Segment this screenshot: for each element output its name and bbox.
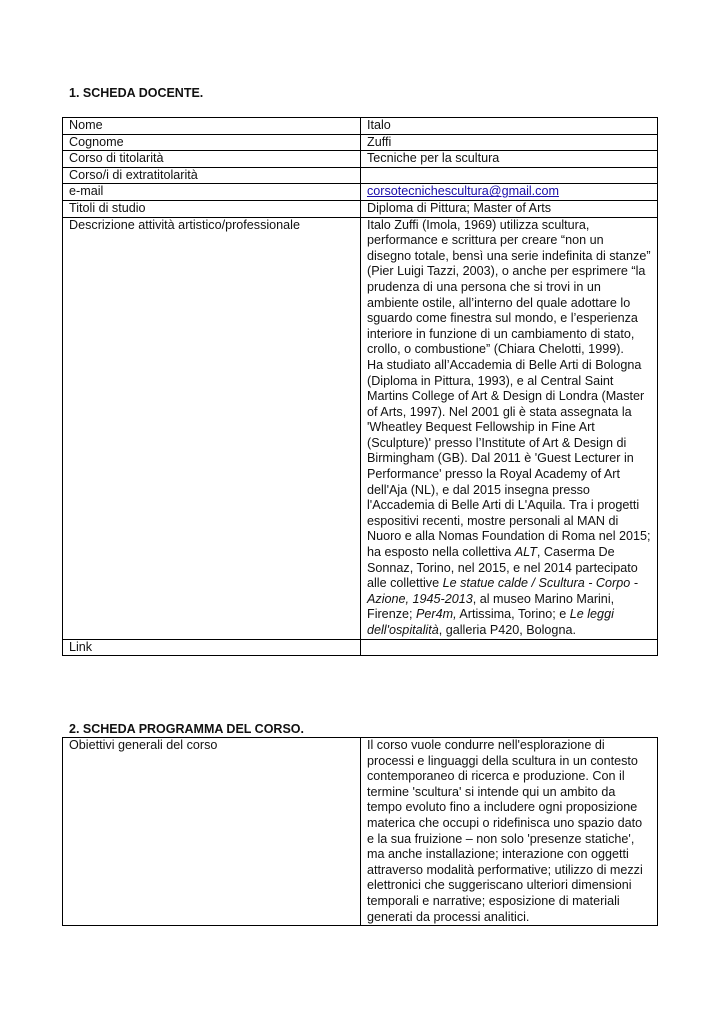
row-label: Cognome: [63, 134, 361, 151]
course-program-table: [62, 737, 658, 926]
row-value: Italo: [361, 118, 658, 135]
description-paragraph-2: [367, 358, 651, 639]
desc-italic-statue: Le statue calde / Scultura - Corpo - Azione, 1945-2013: [367, 576, 638, 606]
row-label: Nome: [63, 118, 361, 135]
desc-italic-alt: ALT: [514, 545, 537, 560]
link-value: [361, 639, 658, 656]
table-row: [63, 200, 658, 217]
row-value: [361, 167, 658, 184]
section-title-programma: 2. SCHEDA PROGRAMMA DEL CORSO.: [69, 722, 304, 736]
table-row: [63, 639, 658, 656]
table-row: [63, 184, 658, 201]
row-label: Obiettivi generali del corso: [63, 738, 361, 926]
email-link[interactable]: corsotecnichescultura@gmail.com: [367, 184, 559, 199]
table-row: [63, 738, 658, 926]
row-label: Corso/i di extratitolarità: [63, 167, 361, 184]
row-label: Descrizione attività artistico/professionale: [63, 217, 361, 639]
desc-text: , galleria P420, Bologna.: [438, 623, 576, 637]
table-row: [63, 151, 658, 168]
desc-italic-leggi: Le leggi dell'ospitalità: [367, 607, 614, 637]
objectives-cell: Il corso vuole condurre nell'esplorazione di processi e linguaggi della scultura in un contesto contemporaneo di ricerca e produzione. Con il termine 'scultura' si intende qui un ambito da tempo evoluto fino a includere ogni proposizione materica che occupi o ridefinisca uno spazio dato e la sua fruizione – non solo 'presenze statiche', ma anche installazione; interazione con oggetti attraverso modalità performative; utilizzo di mezzi elettronici che suggeriscano ulteriori dimensioni temporali e narrative; esposizione di materiali generati da processi analitici.: [361, 738, 658, 926]
row-label: Link: [63, 639, 361, 656]
table-row: [63, 167, 658, 184]
row-value: Tecniche per la scultura: [361, 151, 658, 168]
table-row: [63, 118, 658, 135]
desc-text: Ha studiato all’Accademia di Belle Arti di Bologna (Diploma in Pittura, 1993), e al Central Saint Martins College of Art & Design di Londra (Master of Arts, 1997). Nel 2001 gli è stata assegnata la 'Wheatley Bequest Fellowship in Fine Art (Sculpture)' presso l’Institute of Art & Design di Birmingham (GB). Dal 2011 è 'Guest Lecturer in Performance' presso la Royal Academy of Art dell'Aja (NL), e dal 2015 insegna presso l'Accademia di Belle Arti di L'Aquila. Tra i progetti espositivi recenti, mostre personali al MAN di Nuoro e alla Nomas Foundation di Roma nel 2015; ha esposto nella collettiva: [367, 357, 651, 560]
row-value: Diploma di Pittura; Master of Arts: [361, 200, 658, 217]
row-label: Corso di titolarità: [63, 151, 361, 168]
table-row: [63, 134, 658, 151]
table-row: [63, 217, 658, 639]
desc-text: Artissima, Torino; e: [456, 607, 570, 622]
section-title-docente: 1. SCHEDA DOCENTE.: [69, 86, 204, 100]
desc-text: , al museo Marino Marini, Firenze;: [367, 591, 615, 622]
description-cell: [361, 217, 658, 639]
row-value: Zuffi: [361, 134, 658, 151]
description-paragraph-1: Italo Zuffi (Imola, 1969) utilizza scultura, performance e scrittura per creare “non un disegno totale, bensì una serie indefinita di stanze” (Pier Luigi Tazzi, 2003), o anche per esprimere “la prudenza di una persona che si trovi in un ambiente ostile, all’interno del quale adottare lo sguardo come finestra sul mondo, e l’esperienza interiore in funzione di un cambiamento di stato, crollo, o combustione” (Chiara Chelotti, 1999).: [367, 217, 651, 357]
desc-italic-per4m: Per4m,: [416, 607, 457, 622]
row-label: Titoli di studio: [63, 200, 361, 217]
email-cell: [361, 184, 658, 201]
desc-text: , Caserma De Sonnaz, Torino, nel 2015, e nel 2014 partecipato alle collettive: [367, 545, 638, 591]
teacher-sheet-table: [62, 117, 658, 656]
row-label: e-mail: [63, 184, 361, 201]
